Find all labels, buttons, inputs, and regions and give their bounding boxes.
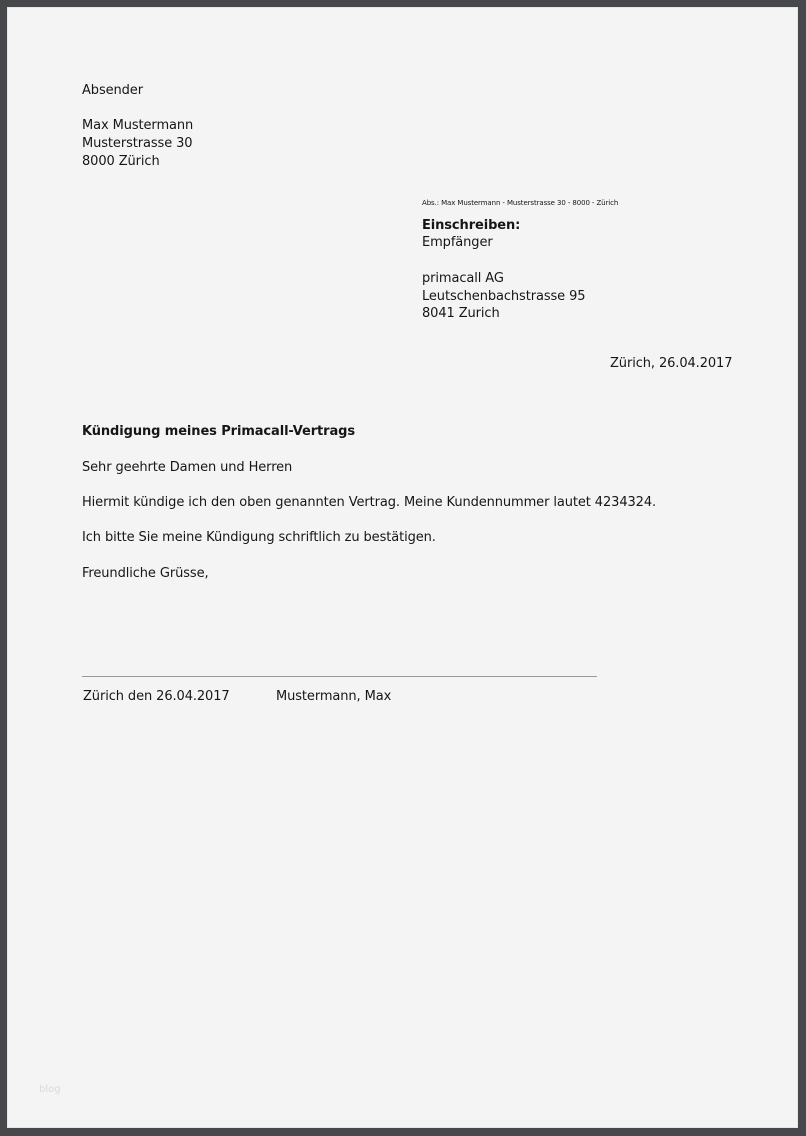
recipient-city: 8041 Zurich [422,306,500,321]
recipient-label: Empfänger [422,235,493,250]
body-paragraph-1: Hiermit kündige ich den oben genannten Vertrag. Meine Kundennummer lautet 4234324. [82,495,657,510]
return-address-line: Abs.: Max Mustermann - Musterstrasse 30 - 8000 - Zürich [422,199,619,207]
recipient-company: primacall AG [422,271,504,286]
body-paragraph-2: Ich bitte Sie meine Kündigung schriftlich zu bestätigen. [82,530,436,545]
sender-city: 8000 Zürich [82,154,160,169]
recipient-street: Leutschenbachstrasse 95 [422,289,586,304]
sender-heading: Absender [82,83,143,98]
signature-name: Mustermann, Max [276,689,392,704]
watermark: blog [39,1084,61,1095]
delivery-type: Einschreiben: [422,218,521,233]
letter-page [7,7,798,1128]
sender-street: Musterstrasse 30 [82,136,193,151]
sender-name: Max Mustermann [82,118,194,133]
signature-line [82,676,597,677]
subject: Kündigung meines Primacall-Vertrags [82,424,355,439]
closing: Freundliche Grüsse, [82,566,209,581]
signature-place-date: Zürich den 26.04.2017 [83,689,230,704]
salutation: Sehr geehrte Damen und Herren [82,460,293,475]
place-date: Zürich, 26.04.2017 [610,356,733,371]
